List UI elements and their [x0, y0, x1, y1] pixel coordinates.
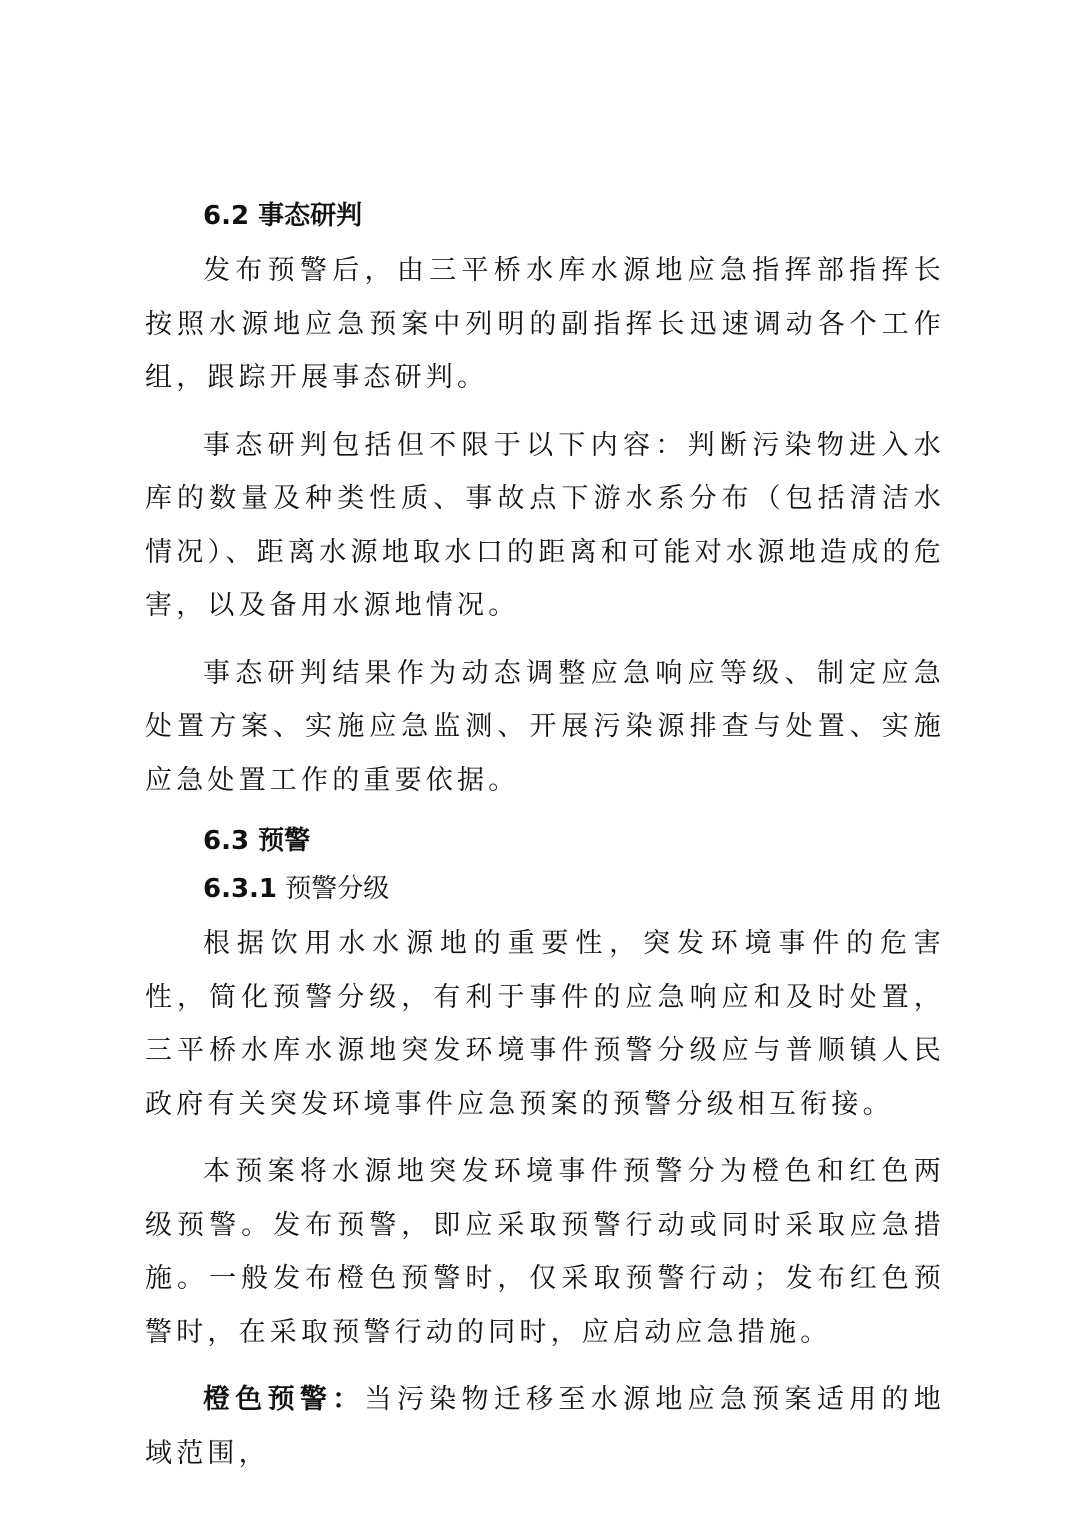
subsection-heading-6-3-1 — [145, 869, 945, 909]
paragraph-6-3-3 — [145, 1373, 945, 1480]
subsection-number: 6.3.1 — [203, 874, 278, 904]
paragraph-6-2-2: 事态研判包括但不限于以下内容：判断污染物进入水库的数量及种类性质、事故点下游水系分布（包括清洁水情况）、距离水源地取水口的距离和可能对水源地造成的危害，以及备用水源地情况。 — [145, 429, 945, 621]
orange-warning-label: 橙色预警： — [203, 1384, 365, 1415]
paragraph-6-2-1: 发布预警后，由三平桥水库水源地应急指挥部指挥长按照水源地应急预案中列明的副指挥长迅速调动各个工作组，跟踪开展事态研判。 — [145, 255, 945, 393]
paragraph-6-3-1: 根据饮用水水源地的重要性，突发环境事件的危害性，简化预警分级，有利于事件的应急响应和及时处置，三平桥水库水源地突发环境事件预警分级应与普顺镇人民政府有关突发环境事件应急预案的预警分级相互衔接。 — [145, 928, 945, 1120]
section-heading-6-3: 6.3 预警 — [203, 826, 311, 856]
paragraph-6-3-2: 本预案将水源地突发环境事件预警分为橙色和红色两级预警。发布预警，即应采取预警行动或同时采取应急措施。一般发布橙色预警时，仅采取预警行动；发布红色预警时，在采取预警行动的同时，应启动应急措施。 — [145, 1156, 945, 1348]
document-body — [145, 196, 945, 1494]
orange-warning-text: 当污染物迁移至水源地应急预案适用的地域范围， — [145, 1384, 945, 1469]
section-heading-6-2: 6.2 事态研判 — [203, 201, 363, 231]
paragraph-6-2-3: 事态研判结果作为动态调整应急响应等级、制定应急处置方案、实施应急监测、开展污染源排查与处置、实施应急处置工作的重要依据。 — [145, 657, 945, 796]
subsection-title: 预警分级 — [285, 874, 390, 904]
